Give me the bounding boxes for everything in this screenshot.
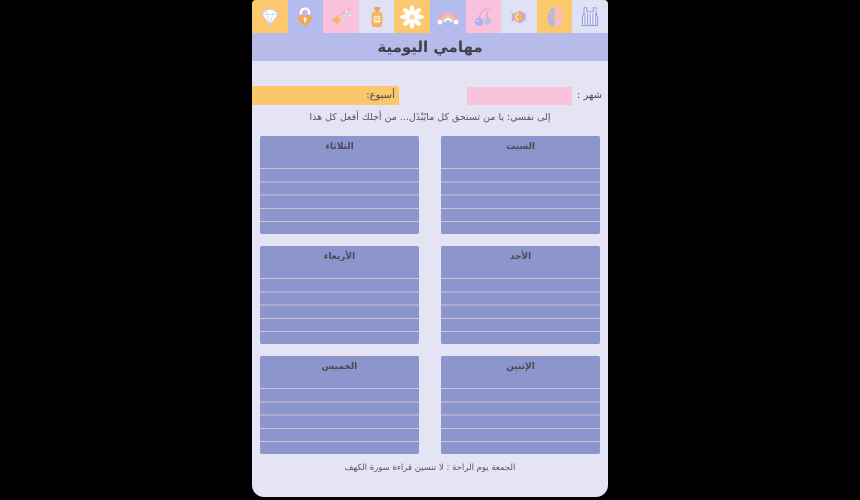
flower-icon: [399, 4, 425, 30]
daily-planner-page: [252, 0, 608, 497]
rainbow-icon: [435, 4, 461, 30]
diamond-icon: [257, 4, 283, 30]
days-grid: [260, 136, 600, 454]
day-label: الأربعاء: [323, 252, 356, 262]
cherries-icon: [470, 4, 496, 30]
day-label: الخميس: [321, 362, 358, 372]
page-title: مهامي اليومية: [377, 38, 483, 56]
camisole-icon: [577, 4, 603, 30]
lock-icon-tile: [288, 0, 324, 33]
day-box-thursday: [260, 356, 419, 454]
friday-note: الجمعة يوم الراحة : لا تنسين قراءة سورة الكهف: [344, 463, 516, 473]
day-notes-area[interactable]: [441, 266, 600, 344]
day-label: الأحد: [509, 252, 532, 262]
title-band: [252, 33, 608, 61]
bottle-icon: [364, 4, 390, 30]
day-box-saturday: [441, 136, 600, 234]
shooting-star-icon: [328, 4, 354, 30]
icon-strip: [252, 0, 608, 33]
day-notes-area[interactable]: [441, 376, 600, 454]
week-label: أسبوع:: [366, 90, 395, 101]
day-box-monday: [441, 356, 600, 454]
diamond-icon-tile: [252, 0, 288, 33]
day-label: الإثنين: [506, 362, 535, 372]
day-label: السبت: [506, 142, 535, 152]
fields-row: [252, 86, 608, 105]
candy-icon: [506, 4, 532, 30]
lock-icon: [292, 4, 318, 30]
week-input[interactable]: [252, 86, 399, 105]
day-box-wednesday: [260, 246, 419, 344]
day-notes-area[interactable]: [260, 266, 419, 344]
bottle-icon-tile: [359, 0, 395, 33]
candy-icon-tile: [501, 0, 537, 33]
day-notes-area[interactable]: [441, 156, 600, 234]
camisole-icon-tile: [572, 0, 608, 33]
flower-icon-tile: [394, 0, 430, 33]
rainbow-icon-tile: [430, 0, 466, 33]
cherries-icon-tile: [466, 0, 502, 33]
shooting-star-icon-tile: [323, 0, 359, 33]
month-input[interactable]: [467, 87, 572, 105]
day-label: الثلاثاء: [325, 142, 354, 152]
day-notes-area[interactable]: [260, 376, 419, 454]
day-box-sunday: [441, 246, 600, 344]
leaf-icon: [542, 4, 568, 30]
leaf-icon-tile: [537, 0, 573, 33]
day-notes-area[interactable]: [260, 156, 419, 234]
day-box-tuesday: [260, 136, 419, 234]
month-label: شهر :: [576, 90, 602, 101]
motivation-quote: إلى نفسي: يا من تستحق كل مايُبْذَل... من أجلك أفعل كل هذا: [309, 112, 551, 123]
